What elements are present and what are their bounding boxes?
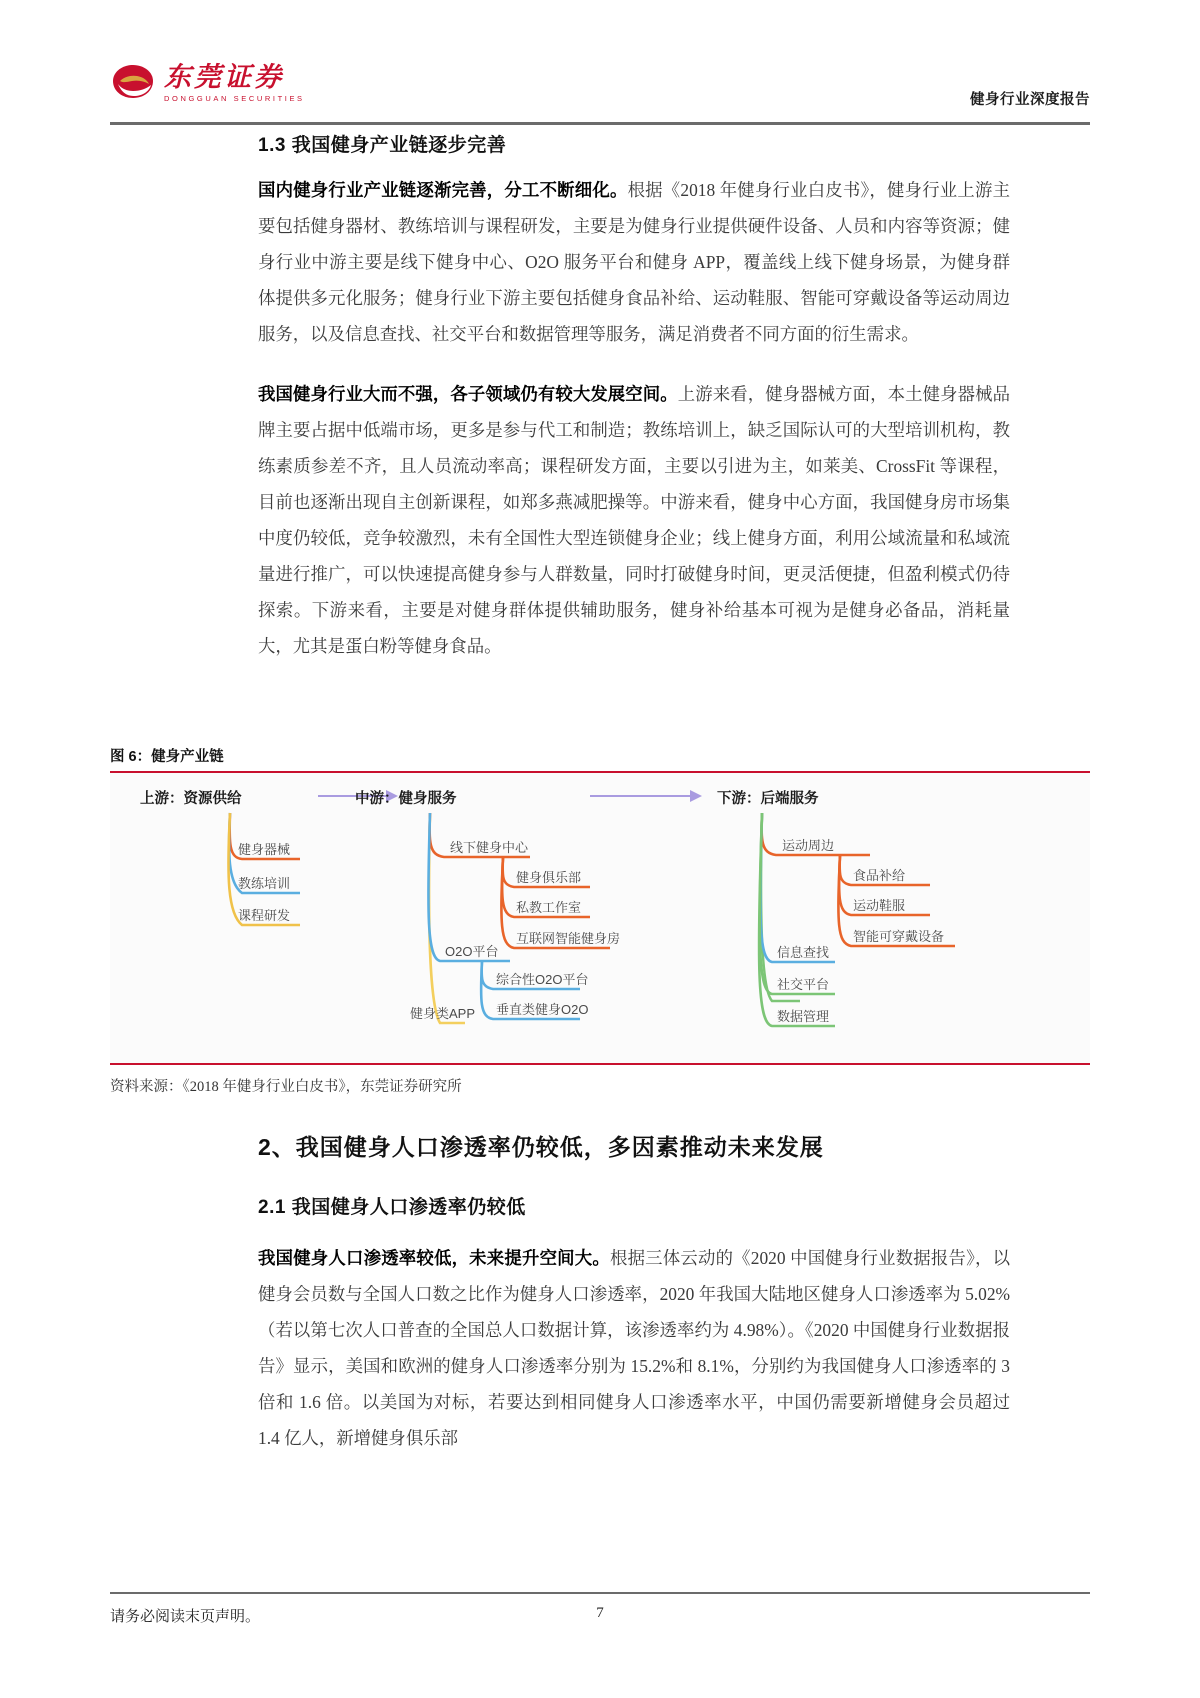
paragraph-4-lead: 我国健身人口渗透率较低，未来提升空间大。 xyxy=(258,1248,610,1268)
company-logo xyxy=(110,62,305,104)
paragraph-2-lead: 我国健身行业大而不强，各子领域仍有较大发展空间。 xyxy=(258,384,678,404)
chain-node-downstream-1: 运动周边 xyxy=(782,838,835,853)
footer-divider xyxy=(110,1592,1090,1594)
chain-node-downstream-2: 食品补给 xyxy=(853,868,906,883)
chain-column-title-midstream: 中游：健身服务 xyxy=(355,791,457,807)
figure-bottom-rule xyxy=(110,1063,1090,1065)
paragraph-1-body: 根据《2018 年健身行业白皮书》，健身行业上游主要包括健身器材、教练培训与课程研发，主要是为健身行业提供硬件设备、人员和内容等资源；健身行业中游主要是线下健身中心、O2O 服务平台和健身 APP，覆盖线上线下健身场景，为健身群体提供多元化服务；健身行业下游主要包括健身食品补给、运动鞋服、智能可穿戴设备等运动周边服务，以及信息查找、社交平台和数据管理等服务，满足消费者不同方面的衍生需求。 xyxy=(258,180,1010,344)
paragraph-4-body: 根据三体云动的《2020 中国健身行业数据报告》，以健身会员数与全国人口数之比作为健身人口渗透率，2020 年我国大陆地区健身人口渗透率为 5.02%（若以第七次人口普查的全国总人口数据计算，该渗透率约为 4.98%）。《2020 中国健身行业数据报告》显示，美国和欧洲的健身人口渗透率分别为 15.2%和 8.1%，分别约为我国健身人口渗透率的 3 倍和 1.6 倍。以美国为对标，若要达到相同健身人口渗透率水平，中国仍需要新增健身会员超过 1.4 亿人，新增健身俱乐部 xyxy=(258,1248,1010,1448)
heading-section-2: 2、我国健身人口渗透率仍较低，多因素推动未来发展 xyxy=(258,1134,824,1160)
figure-source: 资料来源：《2018 年健身行业白皮书》，东莞证券研究所 xyxy=(110,1079,462,1095)
figure-caption: 图 6：健身产业链 xyxy=(110,749,224,765)
chain-node-upstream-2: 教练培训 xyxy=(238,876,291,891)
chain-node-midstream-2: 健身俱乐部 xyxy=(516,870,582,885)
paragraph-1 xyxy=(258,172,1010,352)
chain-column-title-downstream: 下游：后端服务 xyxy=(717,791,819,807)
chain-node-downstream-3: 运动鞋服 xyxy=(853,898,906,913)
footer-page-number: 7 xyxy=(596,1605,604,1621)
chain-node-upstream-3: 课程研发 xyxy=(238,908,291,923)
paragraph-4 xyxy=(258,1240,1010,1456)
chain-node-midstream-5: O2O平台 xyxy=(445,944,499,959)
chain-node-downstream-7: 数据管理 xyxy=(777,1009,830,1024)
chain-node-downstream-6: 社交平台 xyxy=(777,977,830,992)
chain-node-midstream-8: 健身类APP xyxy=(410,1006,476,1021)
heading-section-1-3: 1.3 我国健身产业链逐步完善 xyxy=(258,135,507,156)
dongguan-securities-logo-icon xyxy=(110,62,156,104)
report-title: 健身行业深度报告 xyxy=(970,92,1090,108)
chain-column-title-upstream: 上游：资源供给 xyxy=(140,791,242,807)
heading-section-2-1: 2.1 我国健身人口渗透率仍较低 xyxy=(258,1197,526,1218)
chain-node-midstream-1: 线下健身中心 xyxy=(450,840,529,855)
logo-wordmark xyxy=(164,61,305,103)
header-divider xyxy=(110,122,1090,125)
chain-node-midstream-7: 垂直类健身O2O xyxy=(496,1002,589,1017)
logo-chinese-name: 东莞证券 xyxy=(164,61,284,92)
page-header xyxy=(110,60,1090,118)
footer-disclaimer: 请务必阅读末页声明。 xyxy=(110,1609,261,1625)
chain-node-midstream-6: 综合性O2O平台 xyxy=(496,972,589,987)
chain-node-downstream-4: 智能可穿戴设备 xyxy=(853,929,945,944)
logo-english-name: DONGGUAN SECURITIES xyxy=(164,93,305,103)
chain-node-upstream-1: 健身器械 xyxy=(238,842,291,857)
chain-node-midstream-4: 互联网智能健身房 xyxy=(516,931,621,946)
paragraph-2-body: 上游来看，健身器械方面，本土健身器械品牌主要占据中低端市场，更多是参与代工和制造；教练培训上，缺乏国际认可的大型培训机构，教练素质参差不齐，且人员流动率高；课程研发方面，主要以引进为主，如莱美、CrossFit 等课程，目前也逐渐出现自主创新课程，如郑多燕减肥操等。中游来看，健身中心方面，我国健身房市场集中度仍较低，竞争较激烈，未有全国性大型连锁健身企业；线上健身方面，利用公域流量和私域流量进行推广，可以快速提高健身参与人群数量，同时打破健身时间，更灵活便捷，但盈利模式仍待探索。下游来看，主要是对健身群体提供辅助服务，健身补给基本可视为是健身必备品，消耗量大，尤其是蛋白粉等健身食品。 xyxy=(258,384,1010,656)
paragraph-1-lead: 国内健身行业产业链逐渐完善，分工不断细化。 xyxy=(258,180,628,200)
figure-industry-chain xyxy=(110,773,1090,1063)
chain-node-downstream-5: 信息查找 xyxy=(777,945,830,960)
chain-node-midstream-3: 私教工作室 xyxy=(516,900,582,915)
paragraph-2 xyxy=(258,376,1010,664)
